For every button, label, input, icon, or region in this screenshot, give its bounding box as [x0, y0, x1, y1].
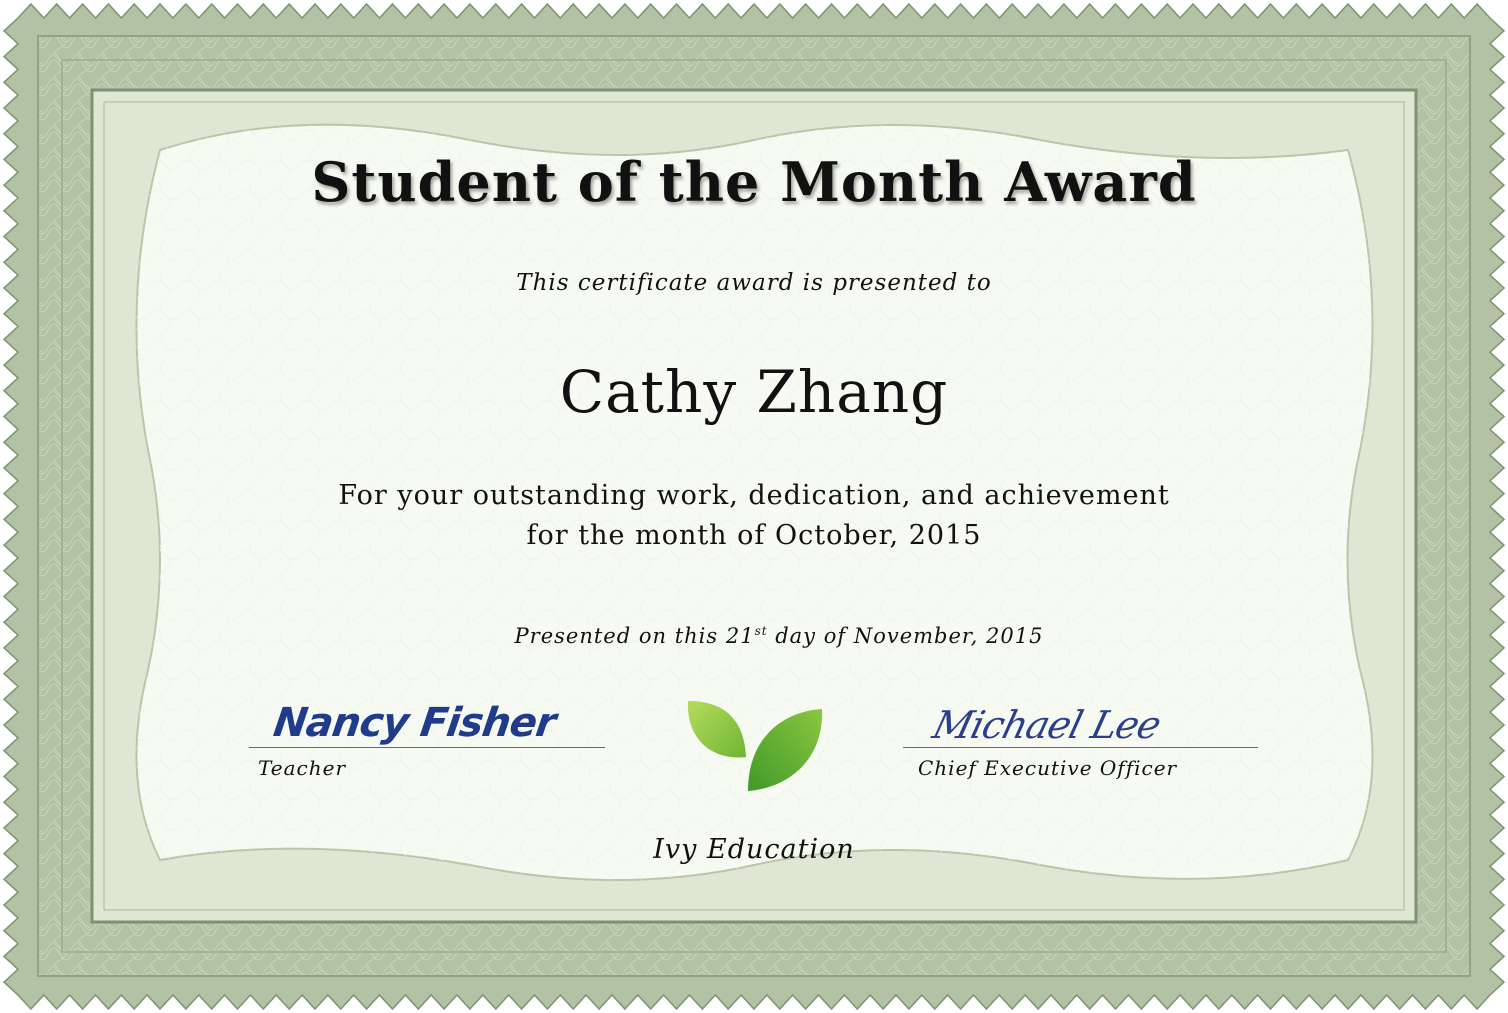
- presented-on-suffix: day of November, 2015: [767, 624, 1044, 648]
- award-reason-line-2: for the month of October, 2015: [526, 520, 982, 551]
- teacher-signature: Nancy Fisher: [270, 700, 559, 746]
- teacher-signature-line: [249, 747, 605, 748]
- certificate-title: Student of the Month Award: [311, 150, 1197, 214]
- award-reason: [254, 476, 1254, 556]
- presented-on-prefix: Presented on this 21: [514, 624, 755, 648]
- presented-on-ordinal: st: [754, 624, 768, 638]
- ceo-signature: Michael Lee: [928, 703, 1165, 747]
- presented-to-line: This certificate award is presented to: [516, 270, 992, 296]
- organization-name: Ivy Education: [653, 834, 855, 865]
- ceo-role: Chief Executive Officer: [918, 756, 1178, 780]
- award-reason-line-1: For your outstanding work, dedication, and achievement: [338, 480, 1170, 511]
- teacher-role: Teacher: [258, 756, 347, 780]
- recipient-name: Cathy Zhang: [559, 358, 949, 426]
- ceo-signature-line: [903, 747, 1258, 748]
- leaf-logo-icon: [682, 695, 828, 795]
- presented-on-date: [404, 624, 1154, 648]
